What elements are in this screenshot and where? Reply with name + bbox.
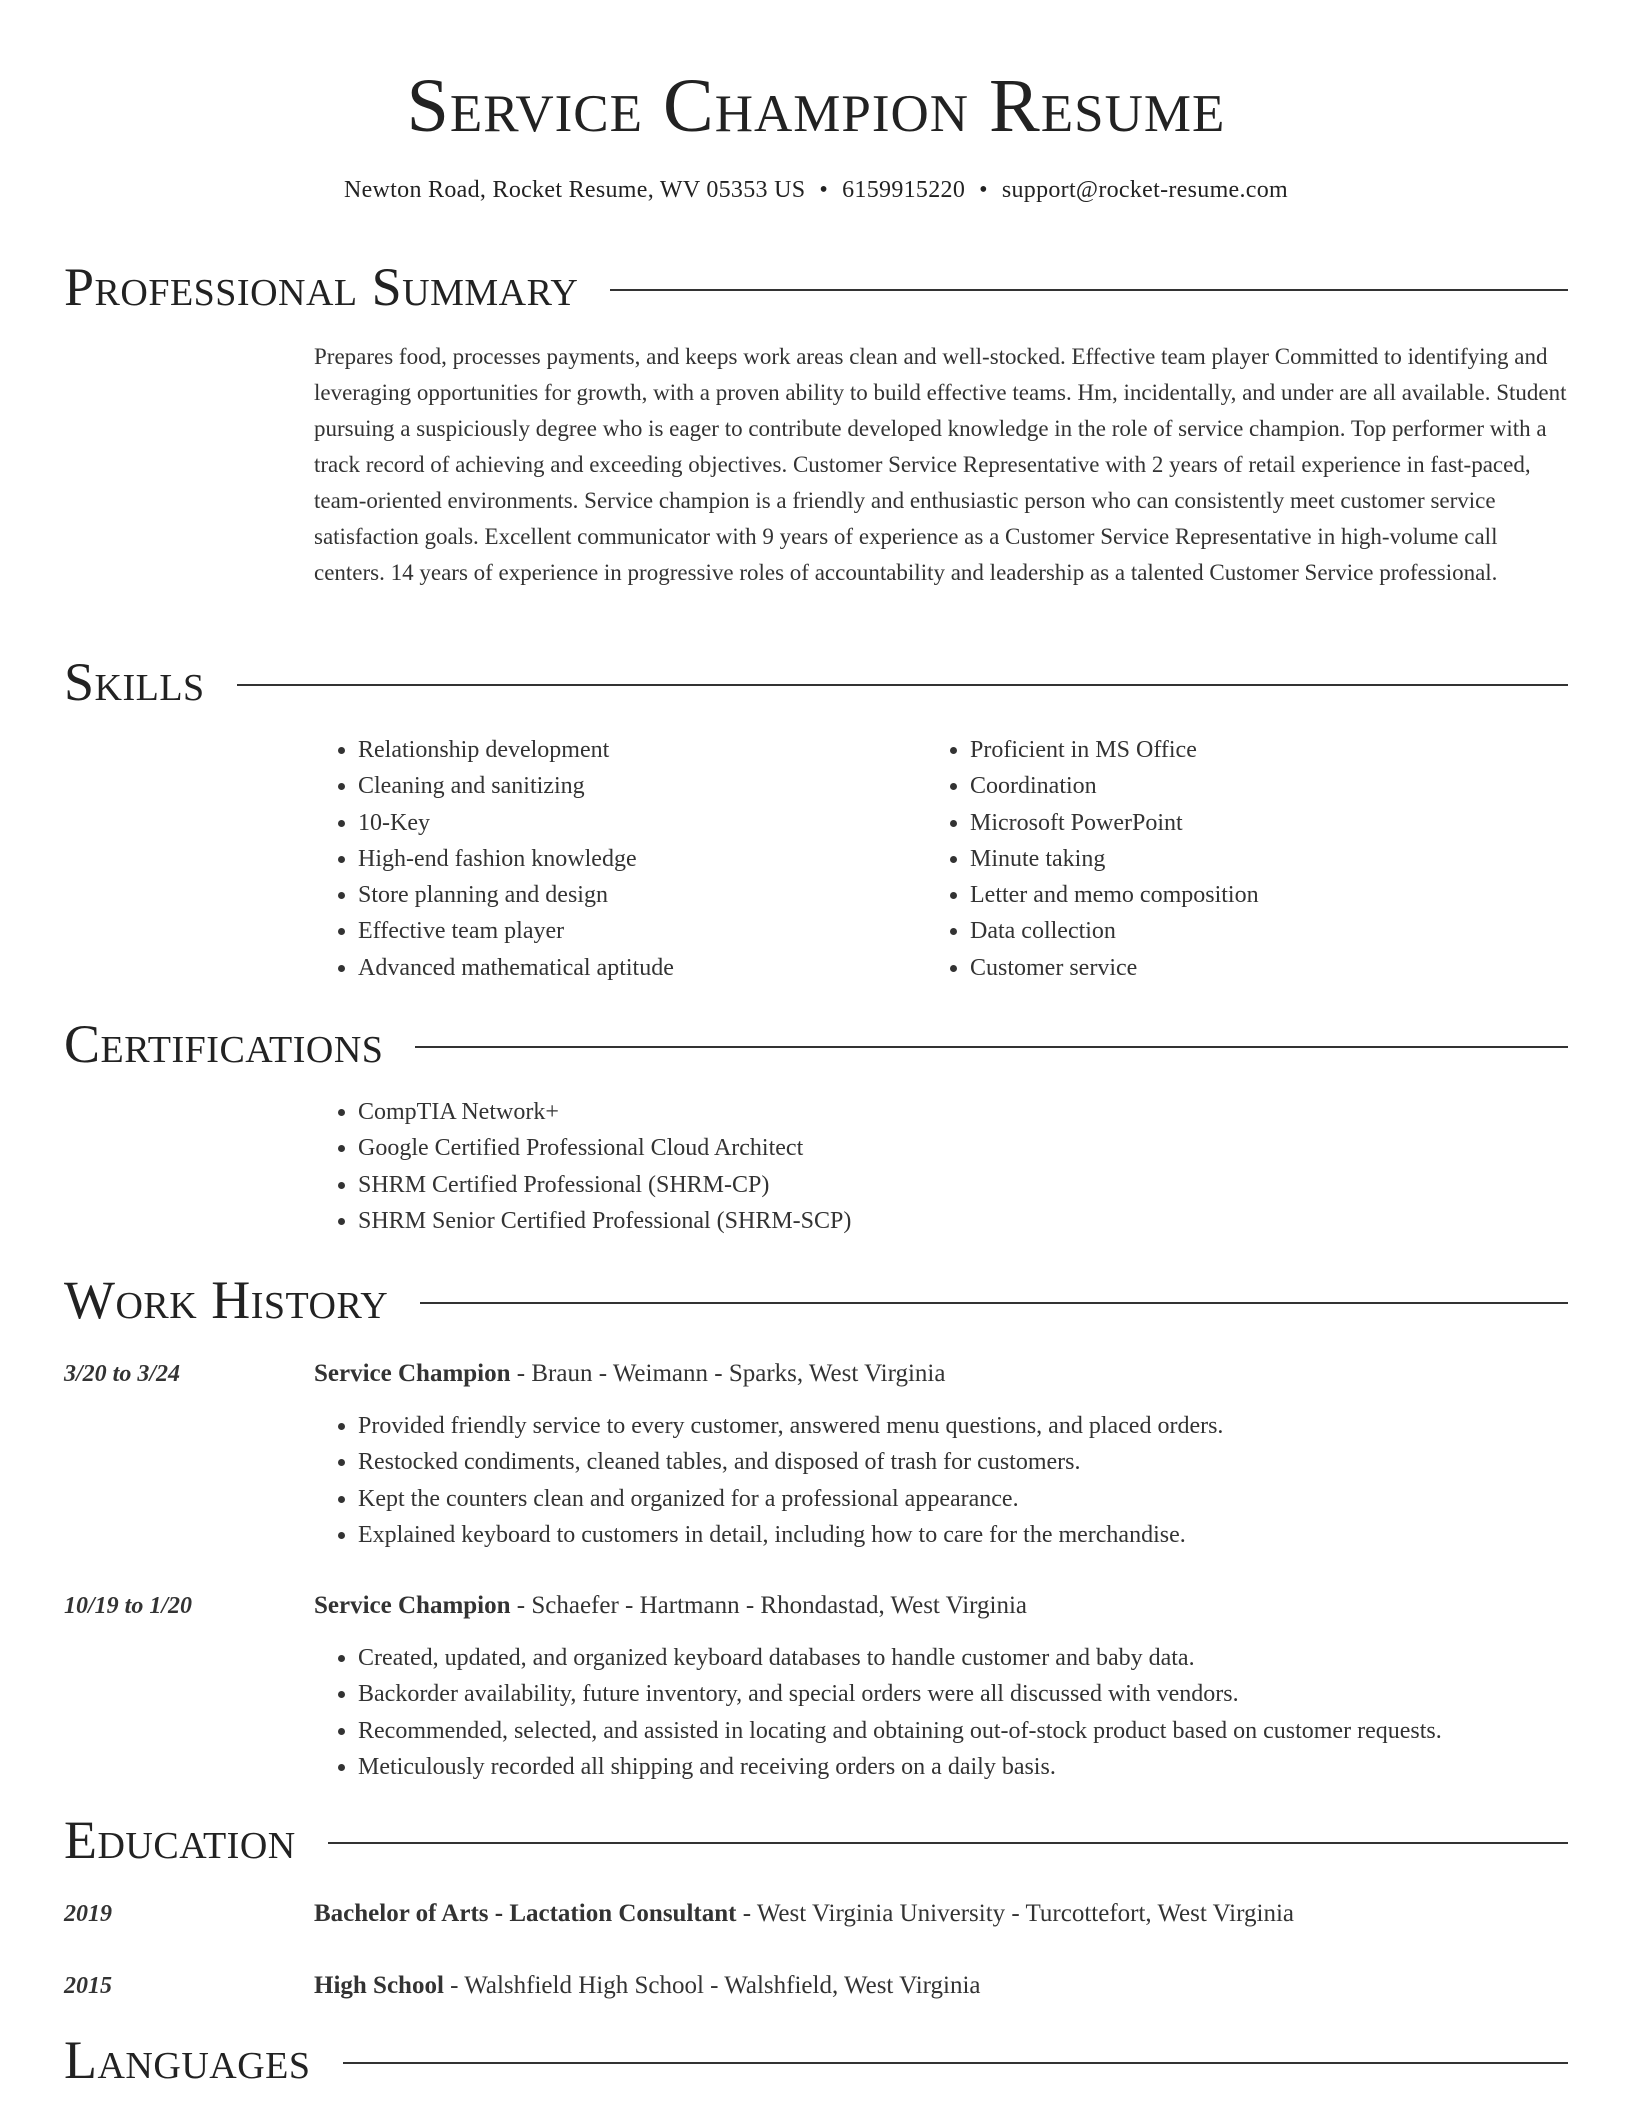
skill-item: • Store planning and design	[358, 877, 918, 913]
job-title: Service Champion	[314, 1360, 511, 1387]
certifications-list	[314, 1094, 1558, 1239]
skill-item: • Effective team player	[358, 913, 918, 949]
skill-item: • Microsoft PowerPoint	[970, 805, 1570, 841]
certification-item: • CompTIA Network+	[358, 1094, 1558, 1130]
job-bullets	[314, 1640, 1608, 1785]
education-details: - Walshfield High School - Walshfield, West Virginia	[443, 1972, 981, 1999]
section-heading-languages	[64, 2030, 1568, 2090]
section-divider	[415, 1046, 1568, 1048]
skill-item: • Proficient in MS Office	[970, 732, 1570, 768]
job-title: Service Champion	[314, 1592, 511, 1619]
job-bullet: • Explained keyboard to customers in detail, including how to care for the merchandise.	[358, 1517, 1608, 1553]
summary-text: Prepares food, processes payments, and keeps work areas clean and well-stocked. Effective team player Committed to identifying and leveraging opportunities for growth, with a proven ability to build effective teams. Hm, incidentally, and under are all available. Student pursuing a suspiciously degree who is eager to contribute developed knowledge in the role of service champion. Top performer with a track record of achieving and exceeding objectives. Customer Service Representative with 2 years of retail experience in fast-paced, team-oriented environments. Service champion is a friendly and enthusiastic person who can consistently meet customer service satisfaction goals. Excellent communicator with 9 years of experience as a Customer Service Representative in high-volume call centers. 14 years of experience in progressive roles of accountability and leadership as a talented Customer Service professional.	[314, 344, 1567, 585]
certification-item: • SHRM Certified Professional (SHRM-CP)	[358, 1167, 1558, 1203]
skills-list-left	[314, 732, 918, 986]
job-dates: 3/20 to 3/24	[64, 1361, 181, 1387]
education-entry	[314, 1896, 1294, 1932]
education-year: 2015	[64, 1973, 112, 1999]
section-divider	[343, 2062, 1569, 2064]
job-details: - Braun - Weimann - Sparks, West Virginia	[510, 1360, 946, 1387]
job-bullet: • Created, updated, and organized keyboard databases to handle customer and baby data.	[358, 1640, 1608, 1676]
section-heading-education	[64, 1810, 1568, 1870]
job-bullet: • Kept the counters clean and organized for a professional appearance.	[358, 1481, 1608, 1517]
job-bullet: • Provided friendly service to every customer, answered menu questions, and placed orders.	[358, 1408, 1608, 1444]
certification-item: • SHRM Senior Certified Professional (SHRM-SCP)	[358, 1203, 1558, 1239]
section-title: Work History	[64, 1270, 389, 1330]
section-heading-work-history	[64, 1270, 1568, 1330]
phone: 6159915220	[842, 177, 966, 203]
education-degree: Bachelor of Arts - Lactation Consultant	[314, 1900, 737, 1927]
job-bullet: • Meticulously recorded all shipping and receiving orders on a daily basis.	[358, 1749, 1608, 1785]
resume-title: Service Champion Resume	[406, 64, 1226, 148]
skill-item: • High-end fashion knowledge	[358, 841, 918, 877]
skill-item: • Cleaning and sanitizing	[358, 768, 918, 804]
section-divider	[328, 1842, 1568, 1844]
skill-item: • Data collection	[970, 913, 1570, 949]
job-bullet: • Backorder availability, future inventory, and special orders were all discussed with vendors.	[358, 1676, 1608, 1712]
skill-item: • Coordination	[970, 768, 1570, 804]
address: Newton Road, Rocket Resume, WV 05353 US	[343, 177, 806, 203]
email: support@rocket-resume.com	[1001, 177, 1289, 203]
section-divider	[420, 1302, 1568, 1304]
education-details: - West Virginia University - Turcottefort, West Virginia	[736, 1900, 1294, 1927]
certification-item: • Google Certified Professional Cloud Architect	[358, 1130, 1558, 1166]
section-heading-certifications	[64, 1014, 1568, 1074]
skill-item: • Customer service	[970, 950, 1570, 986]
section-divider	[237, 684, 1568, 686]
section-title: Professional Summary	[64, 257, 579, 317]
section-title: Languages	[64, 2030, 311, 2090]
section-title: Education	[64, 1810, 296, 1870]
job-dates: 10/19 to 1/20	[64, 1593, 193, 1619]
job-role	[314, 1356, 945, 1392]
job-bullets	[314, 1408, 1608, 1553]
job-bullet: • Recommended, selected, and assisted in locating and obtaining out-of-stock product based on customer requests.	[358, 1713, 1608, 1749]
education-entry	[314, 1968, 981, 2004]
skill-item: • Relationship development	[358, 732, 918, 768]
skills-list-right	[926, 732, 1570, 986]
education-degree: High School	[314, 1972, 444, 1999]
skill-item: • Letter and memo composition	[970, 877, 1570, 913]
section-heading-skills	[64, 652, 1568, 712]
job-role	[314, 1588, 1027, 1624]
job-details: - Schaefer - Hartmann - Rhondastad, West Virginia	[510, 1592, 1028, 1619]
contact-line	[0, 174, 1632, 206]
skill-item: • Minute taking	[970, 841, 1570, 877]
section-title: Certifications	[64, 1014, 384, 1074]
separator: •	[819, 177, 829, 203]
education-year: 2019	[64, 1901, 112, 1927]
separator: •	[979, 177, 988, 203]
job-bullet: • Restocked condiments, cleaned tables, and disposed of trash for customers.	[358, 1444, 1608, 1480]
skill-item: • 10-Key	[358, 805, 918, 841]
section-title: Skills	[64, 652, 205, 712]
section-divider	[610, 289, 1568, 291]
section-heading-summary	[64, 257, 1568, 317]
skill-item: • Advanced mathematical aptitude	[358, 950, 918, 986]
